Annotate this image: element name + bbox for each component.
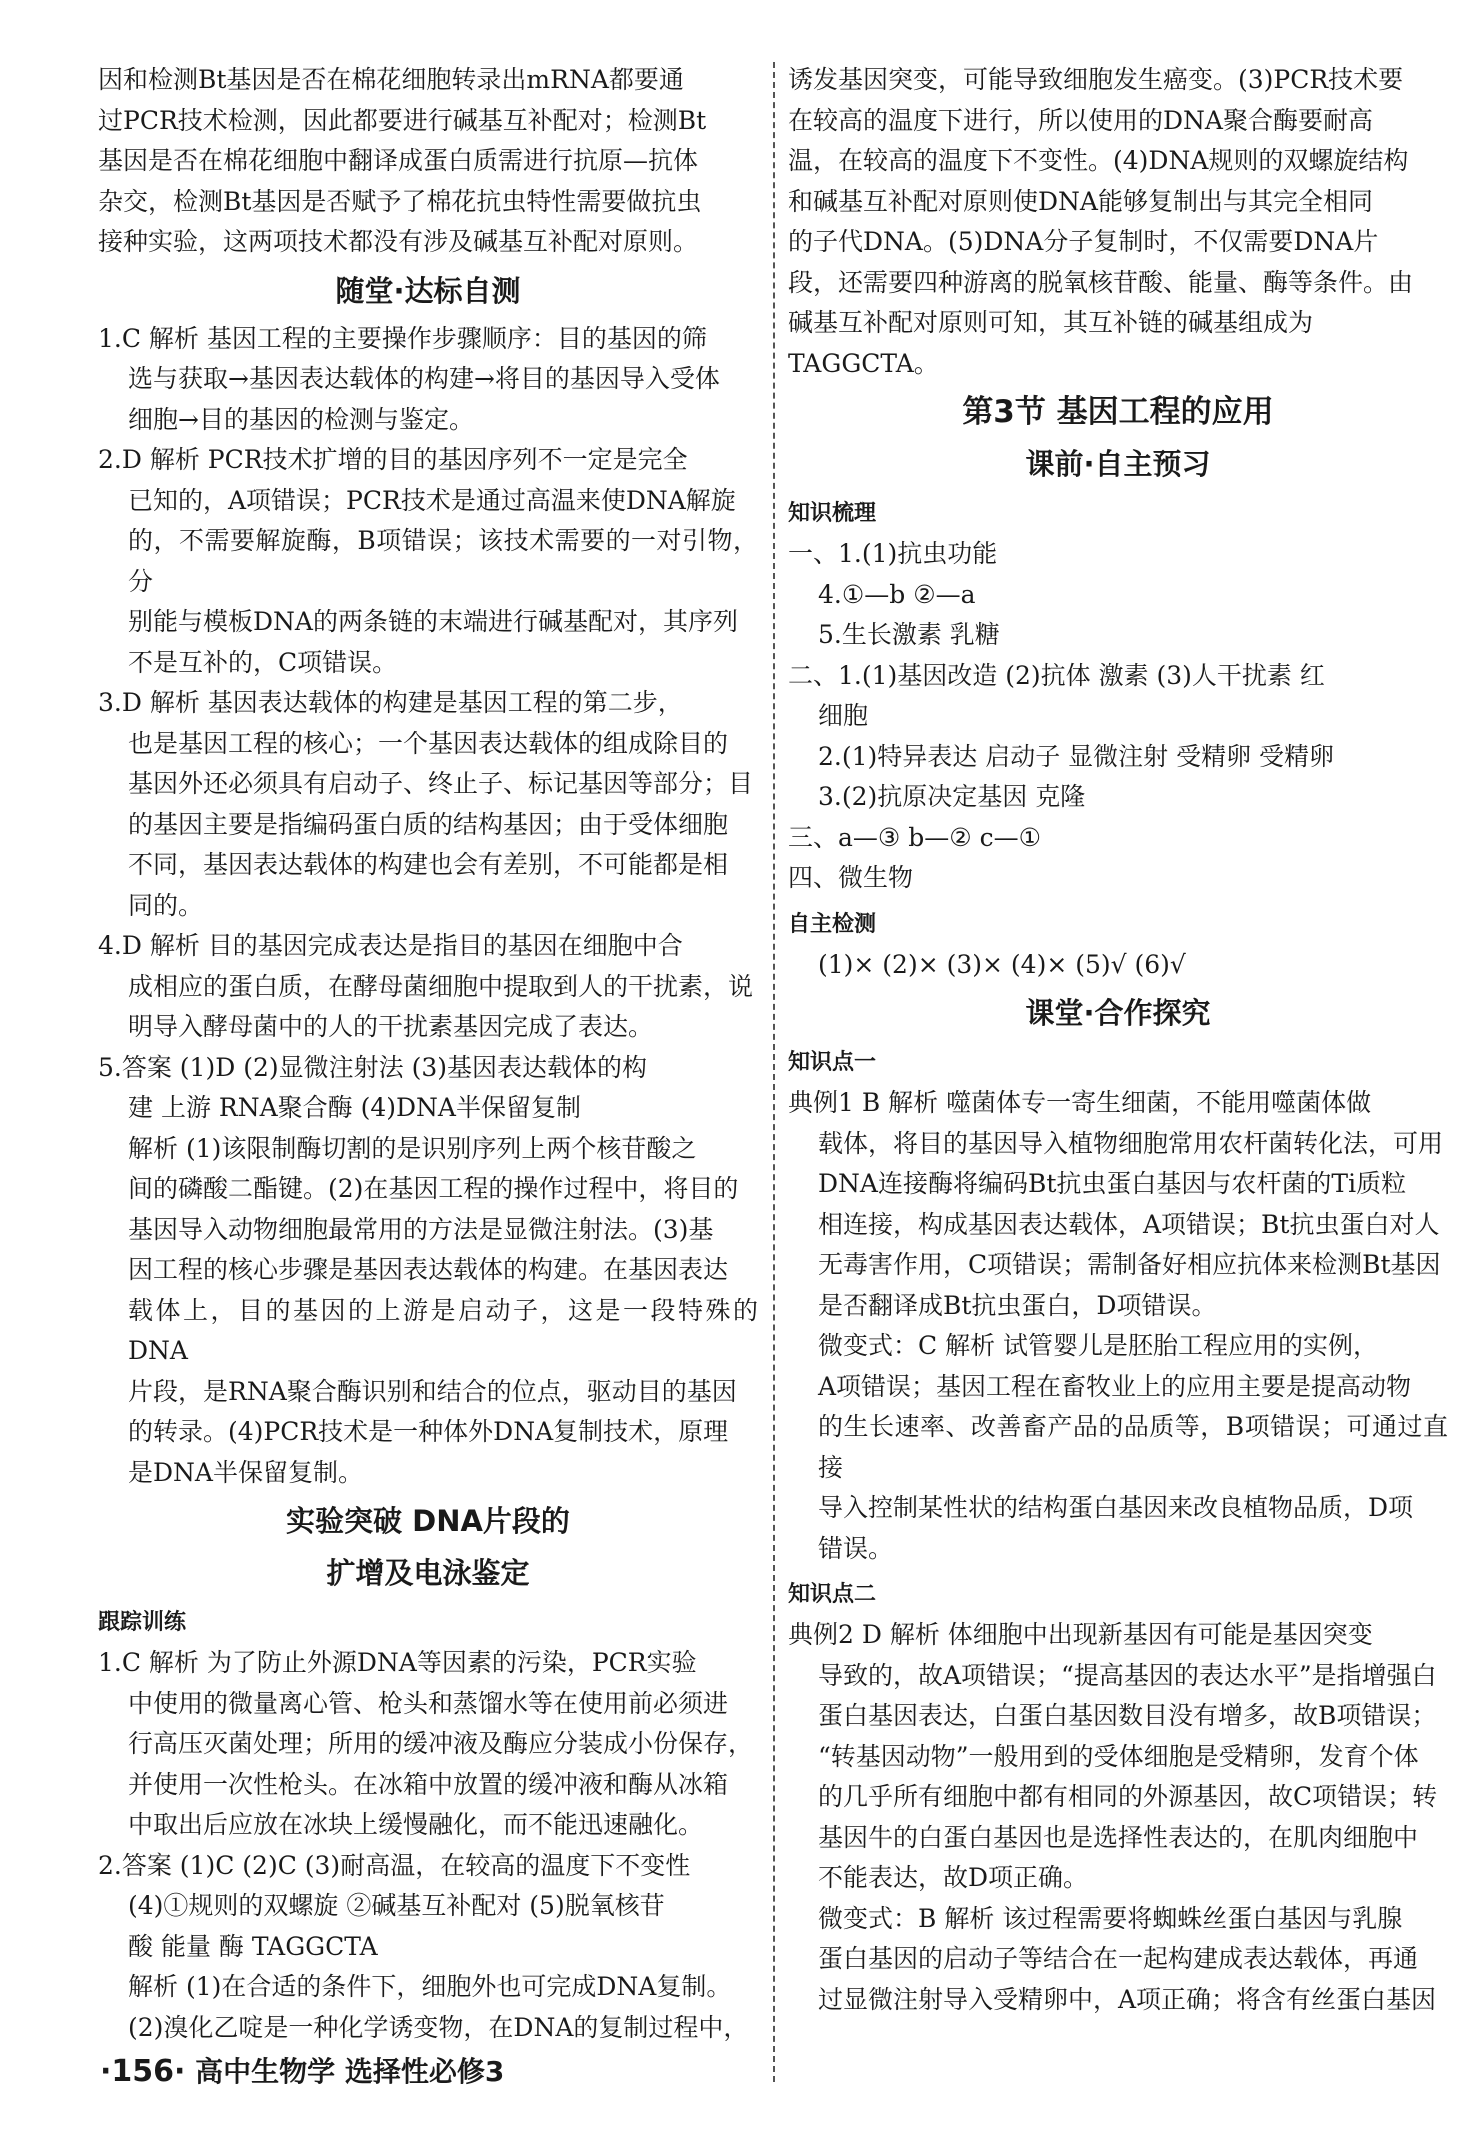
text-line: 的几乎所有细胞中都有相同的外源基因，故C项错误；转 — [818, 1782, 1438, 1811]
subsection-label: 自主检测 — [788, 911, 877, 937]
text-line: 导致的，故A项错误；“提高基因的表达水平”是指增强白 — [818, 1660, 1437, 1690]
text-line: 温，在较高的温度下不变性。(4)DNA规则的双螺旋结构 — [788, 146, 1409, 175]
text-line: 行高压灭菌处理；所用的缓冲液及酶应分装成小份保存， — [128, 1729, 754, 1758]
text-line: 4.①—b ②—a — [818, 579, 976, 609]
text-line: 微变式：C 解析 试管婴儿是胚胎工程应用的实例， — [818, 1331, 1379, 1360]
text-line: 明导入酵母菌中的人的干扰素基因完成了表达。 — [128, 1012, 654, 1041]
text-line: 基因牛的白蛋白基因也是选择性表达的，在肌肉细胞中 — [818, 1822, 1419, 1852]
variant-1 — [788, 1326, 1448, 1569]
question-1 — [98, 319, 758, 441]
text-line: 的子代DNA。(5)DNA分子复制时，不仅需要DNA片 — [788, 227, 1379, 256]
text-line: 不同，基因表达载体的构建也会有差别，不可能都是相 — [128, 850, 729, 879]
text-line: 不是互补的，C项错误。 — [128, 647, 398, 677]
text-line: 1.C 解析 为了防止外源DNA等因素的污染，PCR实验 — [98, 1648, 697, 1677]
text-line: 不能表达，故D项正确。 — [818, 1863, 1089, 1892]
right-column — [788, 60, 1448, 2020]
section-title: 扩增及电泳鉴定 — [326, 1556, 530, 1590]
example-2 — [788, 1615, 1448, 1899]
text-line: “转基因动物”一般用到的受体细胞是受精卵，发育个体 — [818, 1741, 1419, 1771]
text-line: 因和检测Bt基因是否在棉花细胞转录出mRNA都要通 — [98, 65, 684, 94]
text-line: 酸 能量 酶 TAGGCTA — [128, 1931, 378, 1961]
example-1 — [788, 1083, 1448, 1326]
text-line: 典例1 B 解析 噬菌体专一寄生细菌，不能用噬菌体做 — [788, 1088, 1372, 1117]
text-line: 间的磷酸二酯键。(2)在基因工程的操作过程中，将目的 — [128, 1174, 739, 1203]
text-line: 过显微注射导入受精卵中，A项正确；将含有丝蛋白基因 — [818, 1984, 1437, 2014]
text-line: 是否翻译成Bt抗虫蛋白，D项错误。 — [818, 1290, 1217, 1320]
text-line: 的基因主要是指编码蛋白质的结构基因；由于受体细胞 — [128, 809, 729, 839]
text-line: 同的。 — [128, 890, 204, 920]
text-line: 3.(2)抗原决定基因 克隆 — [818, 782, 1086, 811]
text-line: 蛋白基因的启动子等结合在一起构建成表达载体，再通 — [818, 1944, 1419, 1973]
text-line: 3.D 解析 基因表达载体的构建是基因工程的第二步， — [98, 688, 683, 717]
text-line: 建 上游 RNA聚合酶 (4)DNA半保留复制 — [128, 1093, 581, 1122]
text-line: TAGGCTA。 — [788, 348, 939, 378]
text-line: 成相应的蛋白质，在酵母菌细胞中提取到人的干扰素，说 — [128, 971, 754, 1001]
text-line: 基因外还必须具有启动子、终止子、标记基因等部分；目 — [128, 769, 754, 798]
page-number: ·156· — [100, 2054, 186, 2089]
text-line: 相连接，构成基因表达载体，A项错误；Bt抗虫蛋白对人 — [818, 1209, 1440, 1239]
variant-2 — [788, 1899, 1448, 2021]
text-line: 导入控制某性状的结构蛋白基因来改良植物品质，D项 — [818, 1493, 1414, 1522]
text-line: 微变式：B 解析 该过程需要将蜘蛛丝蛋白基因与乳腺 — [818, 1903, 1403, 1933]
text-line: A项错误；基因工程在畜牧业上的应用主要是提高动物 — [818, 1371, 1412, 1401]
section-title: 随堂·达标自测 — [335, 273, 521, 308]
book-title: 高中生物学 选择性必修3 — [195, 2055, 505, 2088]
left-column — [98, 60, 758, 2048]
text-line: 解析 (1)该限制酶切割的是识别序列上两个核苷酸之 — [128, 1133, 697, 1163]
text-line: 中使用的微量离心管、枪头和蒸馏水等在使用前必须进 — [128, 1688, 729, 1718]
text-line: DNA连接酶将编码Bt抗虫蛋白基因与农杆菌的Ti质粒 — [818, 1169, 1407, 1198]
subsection-label: 知识点一 — [788, 1050, 877, 1075]
text-line: 蛋白基因表达，白蛋白基因数目没有增多，故B项错误； — [818, 1701, 1437, 1730]
text-line: 中取出后应放在冰块上缓慢融化，而不能迅速融化。 — [128, 1810, 704, 1839]
question-4 — [98, 926, 758, 1048]
text-line: 的，不需要解旋酶，B项错误；该技术需要的一对引物，分 — [128, 526, 758, 596]
text-line: 基因导入动物细胞最常用的方法是显微注射法。(3)基 — [128, 1214, 714, 1244]
text-line: 也是基因工程的核心；一个基因表达载体的组成除目的 — [128, 728, 729, 758]
text-line: 2.(1)特异表达 启动子 显微注射 受精卵 受精卵 — [818, 741, 1335, 771]
section-title: 实验突破 DNA片段的 — [286, 1504, 570, 1538]
text-line: 一、1.(1)抗虫功能 — [788, 539, 998, 568]
text-line: 2.D 解析 PCR技术扩增的目的基因序列不一定是完全 — [98, 445, 688, 474]
section-title: 课前·自主预习 — [1025, 447, 1211, 481]
text-line: 的转录。(4)PCR技术是一种体外DNA复制技术，原理 — [128, 1417, 729, 1446]
chapter-title: 第3节 基因工程的应用 — [962, 394, 1274, 430]
self-check-answers: (1)× (2)× (3)× (4)× (5)√ (6)√ — [818, 949, 1186, 979]
text-line: 杂交，检测Bt基因是否赋予了棉花抗虫特性需要做抗虫 — [98, 186, 702, 216]
section-title: 课堂·合作探究 — [1025, 996, 1211, 1030]
text-line: 三、a—③ b—② c—① — [788, 822, 1042, 852]
text-line: 碱基互补配对原则可知，其互补链的碱基组成为 — [788, 308, 1314, 337]
text-line: 是DNA半保留复制。 — [128, 1457, 363, 1487]
text-line: 基因是否在棉花细胞中翻译成蛋白质需进行抗原—抗体 — [98, 146, 699, 175]
intro-paragraph — [98, 60, 758, 263]
text-line: 2.答案 (1)C (2)C (3)耐高温，在较高的温度下不变性 — [98, 1850, 691, 1880]
text-line: 5.答案 (1)D (2)显微注射法 (3)基因表达载体的构 — [98, 1052, 647, 1082]
text-line: (2)溴化乙啶是一种化学诱变物，在DNA的复制过程中， — [128, 2012, 749, 2042]
text-line: 选与获取→基因表达载体的构建→将目的基因导入受体 — [128, 364, 720, 393]
text-line: 因工程的核心步骤是基因表达载体的构建。在基因表达 — [128, 1255, 729, 1284]
page-footer — [100, 2050, 504, 2090]
text-line: 诱发基因突变，可能导致细胞发生癌变。(3)PCR技术要 — [788, 65, 1404, 94]
continued-paragraph — [788, 60, 1448, 384]
text-line: 并使用一次性枪头。在冰箱中放置的缓冲液和酶从冰箱 — [128, 1769, 729, 1799]
text-line: (4)①规则的双螺旋 ②碱基互补配对 (5)脱氧核苷 — [128, 1891, 665, 1920]
text-line: 载体，将目的基因导入植物细胞常用农杆菌转化法，可用 — [818, 1128, 1444, 1158]
text-line: 4.D 解析 目的基因完成表达是指目的基因在细胞中合 — [98, 931, 683, 960]
text-line: 段，还需要四种游离的脱氧核苷酸、能量、酶等条件。由 — [788, 267, 1414, 297]
text-line: 细胞→目的基因的检测与鉴定。 — [128, 404, 474, 434]
text-line: 5.生长激素 乳糖 — [818, 620, 1000, 649]
text-line: 在较高的温度下进行，所以使用的DNA聚合酶要耐高 — [788, 105, 1373, 135]
text-line: 1.C 解析 基因工程的主要操作步骤顺序：目的基因的筛 — [98, 323, 707, 353]
text-line: 的生长速率、改善畜产品的品质等，B项错误；可通过直接 — [818, 1412, 1448, 1482]
subsection-label: 知识梳理 — [788, 501, 877, 526]
question-3 — [98, 683, 758, 926]
text-line: 细胞 — [818, 701, 869, 730]
text-line: 和碱基互补配对原则使DNA能够复制出与其完全相同 — [788, 186, 1373, 216]
text-line: 接种实验，这两项技术都没有涉及碱基互补配对原则。 — [98, 227, 699, 256]
text-line: 二、1.(1)基因改造 (2)抗体 激素 (3)人干扰素 红 — [788, 660, 1325, 690]
track-question-1 — [98, 1643, 758, 1846]
text-line: 片段，是RNA聚合酶识别和结合的位点，驱动目的基因 — [128, 1376, 737, 1406]
question-2 — [98, 440, 758, 683]
text-line: 载体上，目的基因的上游是启动子，这是一段特殊的DNA — [128, 1295, 758, 1365]
text-line: 已知的，A项错误；PCR技术是通过高温来使DNA解旋 — [128, 485, 736, 515]
track-question-2 — [98, 1846, 758, 2049]
text-line: 典例2 D 解析 体细胞中出现新基因有可能是基因突变 — [788, 1620, 1373, 1649]
column-divider — [773, 62, 775, 2082]
question-5 — [98, 1048, 758, 1494]
subsection-label: 知识点二 — [788, 1582, 877, 1607]
text-line: 无毒害作用，C项错误；需制备好相应抗体来检测Bt基因 — [818, 1250, 1441, 1279]
text-line: 过PCR技术检测，因此都要进行碱基互补配对；检测Bt — [98, 105, 707, 135]
text-line: 错误。 — [818, 1533, 894, 1563]
knowledge-list — [788, 534, 1448, 899]
text-line: 四、微生物 — [788, 863, 914, 892]
text-line: 别能与模板DNA的两条链的末端进行碱基配对，其序列 — [128, 607, 738, 636]
text-line: 解析 (1)在合适的条件下，细胞外也可完成DNA复制。 — [128, 1972, 732, 2001]
subsection-label: 跟踪训练 — [98, 1610, 187, 1635]
